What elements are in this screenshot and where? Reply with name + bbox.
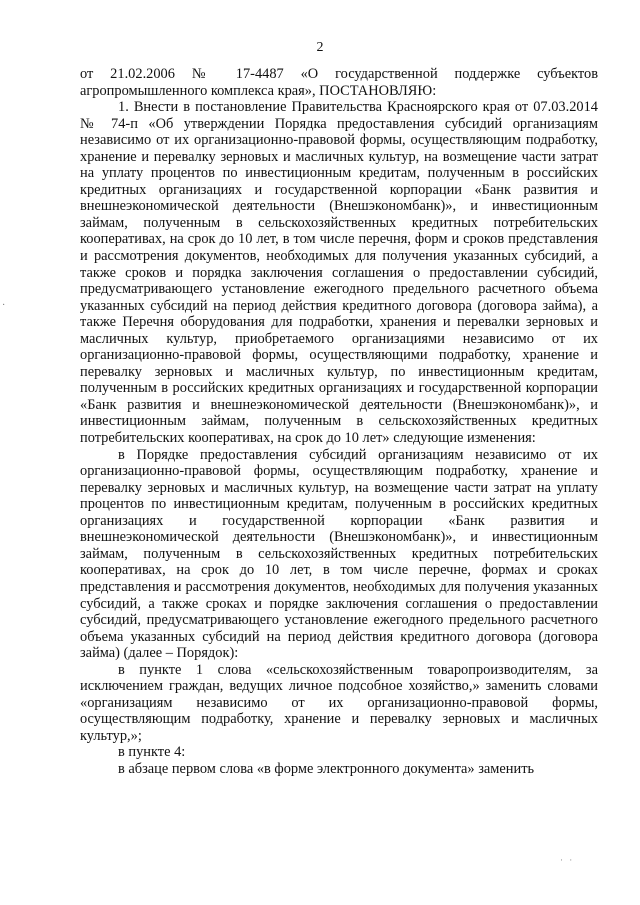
paragraph-poryadok: в Порядке предоставления субсидий организациям независимо от их организационно-правовой формы, осуществляющим подработку, хранение и перевалку зерновых и масличных культур, на возмещение части затрат на уплату процентов по инвестиционным кредитам, полученным в российских кредитных организациях и государственной корпорации «Банк развития и внешнеэкономической деятельности (Внешэкономбанк)», и инвестиционным займам, полученным в сельскохозяйственных кредитных потребительских кооперативах, на срок до 10 лет, в том числе перечне, формах и сроках представления и рассмотрения документов, необходимых для получения указанных субсидий, а также сроках и порядке заключения соглашения о предоставлении субсидий, предусматривающего установление ежегодного предельного расчетного объема указанных субсидий на период действия кредитного договора (договора займа) (далее – Порядок):: [80, 446, 598, 662]
paragraph-item-1: 1. Внести в постановление Правительства Красноярского края от 07.03.2014 № 74-п «Об утверждении Порядка предоставления субсидий организациям независимо от их организационно-правовой формы, осуществляющим подработку, хранение и перевалку зерновых и масличных культур, на возмещение части затрат на уплату процентов по инвестиционным кредитам, полученным в российских кредитных организациях и государственной корпорации «Банк развития и внешнеэкономической деятельности (Внешэкономбанк)», и инвестиционным займам, полученным в сельскохозяйственных кредитных потребительских кооперативах, на срок до 10 лет, в том числе перечня, форм и сроков представления и рассмотрения документов, необходимых для получения указанных субсидий, а также сроков и порядка заключения соглашения о предоставлении субсидий, предусматривающего установление ежегодного предельного расчетного объема указанных субсидий на период действия кредитного договора (договора займа), а также Перечня оборудования для подработки, хранения и перевалки зерновых и масличных культур, приобретаемого организациями независимо от их организационно-правовой формы, осуществляющими подработку, хранение и перевалку зерновых и масличных культур, по инвестиционным кредитам, полученным в российских кредитных организациях и государственной корпорации «Банк развития и внешнеэкономической деятельности (Внешэкономбанк)», и инвестиционным займам, полученным в сельскохозяйственных кредитных потребительских кооперативах, на срок до 10 лет» следующие изменения:: [80, 99, 598, 447]
paragraph-punkt-1: в пункте 1 слова «сельскохозяйственным товаропроизводителям, за исключением граждан, ведущих личное подсобное хозяйство,» заменить словами «организациям независимо от их организационно-правовой формы, осуществляющим подработку, хранение и перевалку зерновых и масличных культур,»;: [80, 661, 598, 744]
paragraph-intro: от 21.02.2006 № 17-4487 «О государственной поддержке субъектов агропромышленного комплекса края», ПОСТАНОВЛЯЮ:: [80, 66, 598, 99]
margin-mark: ·: [2, 300, 6, 311]
document-body: [80, 66, 598, 778]
paragraph-punkt-4: в пункте 4:: [118, 744, 186, 761]
paragraph-abzac: в абзаце первом слова «в форме электронного документа» заменить: [118, 760, 535, 777]
scan-mark: · ·: [560, 855, 575, 865]
page-number: 2: [316, 40, 324, 55]
